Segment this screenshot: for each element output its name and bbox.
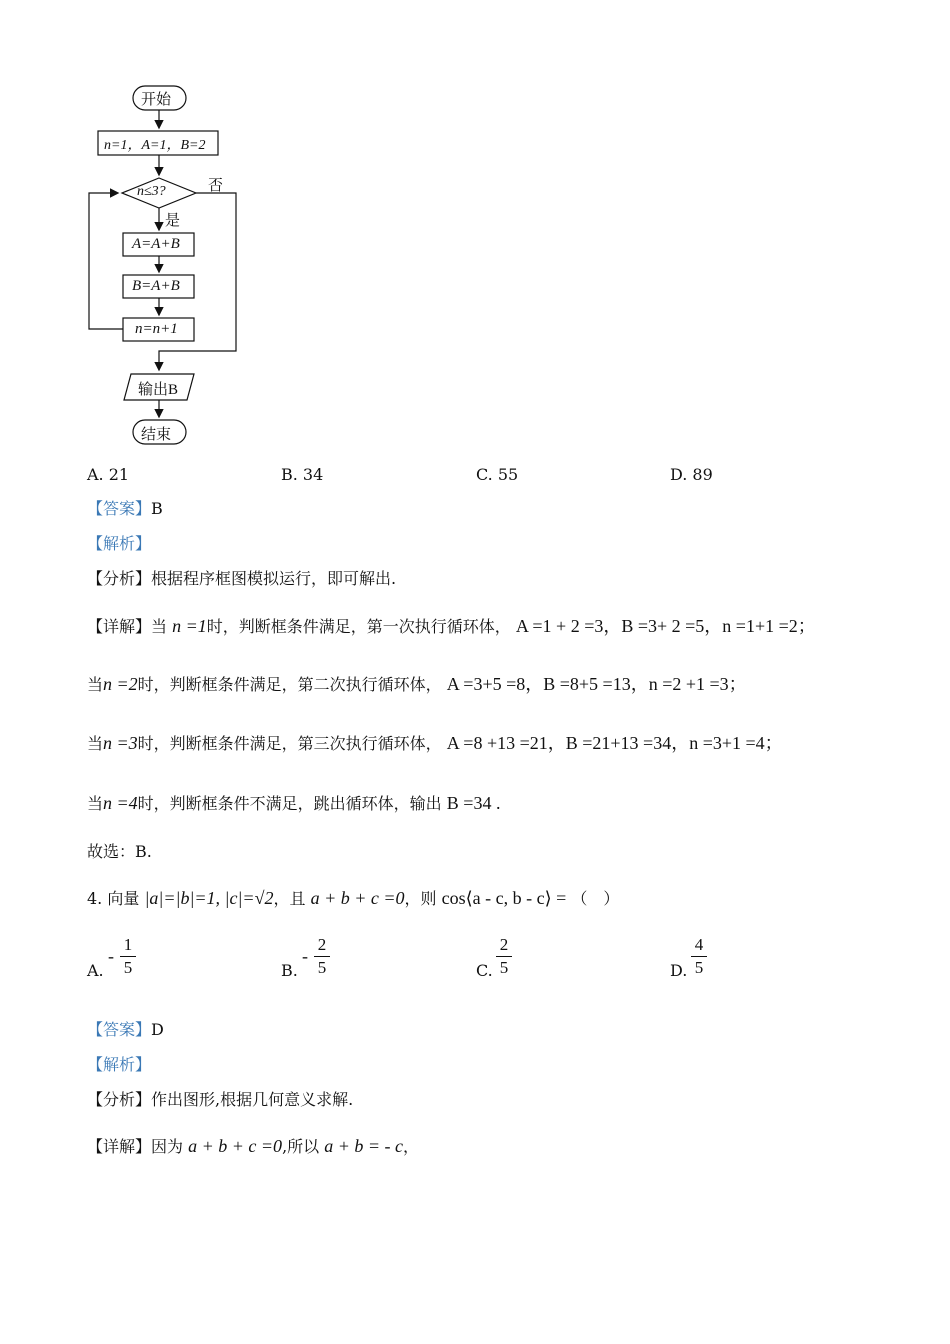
line-prefix: 当 bbox=[151, 617, 168, 636]
q4-option-a-fraction bbox=[120, 936, 136, 977]
then-text: ，则 bbox=[404, 889, 437, 908]
line-text: 时，判断框条件满足，第一次执行循环体， bbox=[206, 617, 511, 636]
q3-detail-line-4 bbox=[87, 793, 500, 814]
condition-2: a + b + c =0 bbox=[310, 888, 405, 908]
detail-text: 因为 bbox=[151, 1137, 184, 1156]
q3-conclusion: 故选：B. bbox=[87, 842, 152, 861]
q4-answer bbox=[87, 1020, 164, 1040]
flow-start-label: 开始 bbox=[141, 92, 172, 108]
q3-option-a: A. 21 bbox=[87, 465, 130, 484]
answer-value: D bbox=[151, 1020, 164, 1039]
line-prefix: 当 bbox=[87, 794, 104, 813]
line-condition: n =4 bbox=[103, 793, 138, 813]
line-math: A =1 + 2 =3，B =3+ 2 =5，n =1+1 =2； bbox=[515, 616, 816, 636]
q4-option-a-sign: - bbox=[108, 946, 114, 966]
fenxi-tag: 【分析】 bbox=[87, 1090, 152, 1109]
line-text: 时，判断框条件不满足，跳出循环体，输出 bbox=[137, 794, 442, 813]
flow-yes-label: 是 bbox=[165, 213, 181, 229]
numerator: 2 bbox=[499, 935, 509, 954]
q4-option-d-fraction bbox=[691, 936, 707, 977]
q4-detail bbox=[87, 1136, 419, 1157]
detail-text: ,所以 bbox=[282, 1137, 320, 1156]
fenxi-tag: 【分析】 bbox=[87, 569, 152, 588]
q4-option-c-fraction bbox=[496, 936, 512, 977]
detail-math-2: a + b = - c bbox=[324, 1136, 404, 1156]
blank-paren: （ ） bbox=[571, 889, 620, 908]
q4-analysis-tag: 【解析】 bbox=[87, 1055, 152, 1074]
line-prefix: 当 bbox=[87, 734, 104, 753]
q4-option-b-fraction bbox=[314, 936, 330, 977]
flow-end-label: 结束 bbox=[141, 427, 172, 443]
q4-fenxi bbox=[87, 1090, 353, 1110]
q3-detail-line-3 bbox=[87, 733, 783, 754]
line-math: B =34 . bbox=[446, 793, 501, 813]
denominator: 5 bbox=[123, 958, 133, 977]
q3-option-c: C. 55 bbox=[476, 465, 519, 484]
and-text: ，且 bbox=[273, 889, 306, 908]
line-condition: n =3 bbox=[103, 733, 138, 753]
condition-1: |a|=|b|=1, |c|=√2 bbox=[144, 888, 274, 908]
flow-condition-label: n≤3? bbox=[137, 184, 166, 199]
line-text: 时，判断框条件满足，第三次执行循环体， bbox=[137, 734, 442, 753]
q3-analysis-tag: 【解析】 bbox=[87, 534, 152, 553]
q3-fenxi bbox=[87, 569, 396, 589]
q3-detail-line-1 bbox=[87, 616, 816, 637]
denominator: 5 bbox=[317, 958, 327, 977]
q4-option-b-sign: - bbox=[302, 946, 308, 966]
answer-tag: 【答案】 bbox=[87, 1020, 152, 1039]
q3-detail-line-2 bbox=[87, 674, 747, 695]
detail-math-1: a + b + c =0 bbox=[188, 1136, 283, 1156]
line-math: A =8 +13 =21，B =21+13 =34，n =3+1 =4； bbox=[446, 733, 783, 753]
q4-stem bbox=[87, 888, 619, 909]
flow-init-label: n=1，A=1，B=2 bbox=[104, 138, 206, 153]
numerator: 2 bbox=[317, 935, 327, 954]
answer-tag: 【答案】 bbox=[87, 499, 152, 518]
q4-option-d-label: D. bbox=[670, 961, 688, 980]
detail-tag: 【详解】 bbox=[87, 617, 152, 636]
q4-option-a-label: A. bbox=[87, 961, 104, 980]
flow-step1-label: A=A+B bbox=[132, 236, 180, 252]
expression: cos⟨a - c, b - c⟩ = bbox=[441, 888, 567, 908]
flow-output-label: 输出B bbox=[138, 382, 179, 398]
flow-step3-label: n=n+1 bbox=[135, 321, 178, 337]
line-text: 时，判断框条件满足，第二次执行循环体， bbox=[137, 675, 442, 694]
q4-option-b-label: B. bbox=[281, 961, 298, 980]
line-condition: n =1 bbox=[172, 616, 207, 636]
q4-option-c-label: C. bbox=[476, 961, 493, 980]
q3-option-b: B. 34 bbox=[281, 465, 324, 484]
numerator: 1 bbox=[123, 935, 133, 954]
flow-no-label: 否 bbox=[208, 178, 224, 194]
numerator: 4 bbox=[694, 935, 704, 954]
fenxi-text: 作出图形,根据几何意义求解. bbox=[151, 1090, 354, 1109]
answer-value: B bbox=[151, 499, 163, 518]
fenxi-text: 根据程序框图模拟运行，即可解出. bbox=[151, 569, 397, 588]
flow-step2-label: B=A+B bbox=[132, 278, 180, 294]
detail-tag: 【详解】 bbox=[87, 1137, 152, 1156]
line-condition: n =2 bbox=[103, 674, 138, 694]
denominator: 5 bbox=[499, 958, 509, 977]
question-number: 4. 向量 bbox=[87, 889, 140, 908]
q3-option-d: D. 89 bbox=[670, 465, 713, 484]
detail-text: ， bbox=[403, 1137, 420, 1156]
q3-answer bbox=[87, 499, 163, 519]
line-prefix: 当 bbox=[87, 675, 104, 694]
denominator: 5 bbox=[694, 958, 704, 977]
line-math: A =3+5 =8，B =8+5 =13，n =2 +1 =3； bbox=[446, 674, 747, 694]
